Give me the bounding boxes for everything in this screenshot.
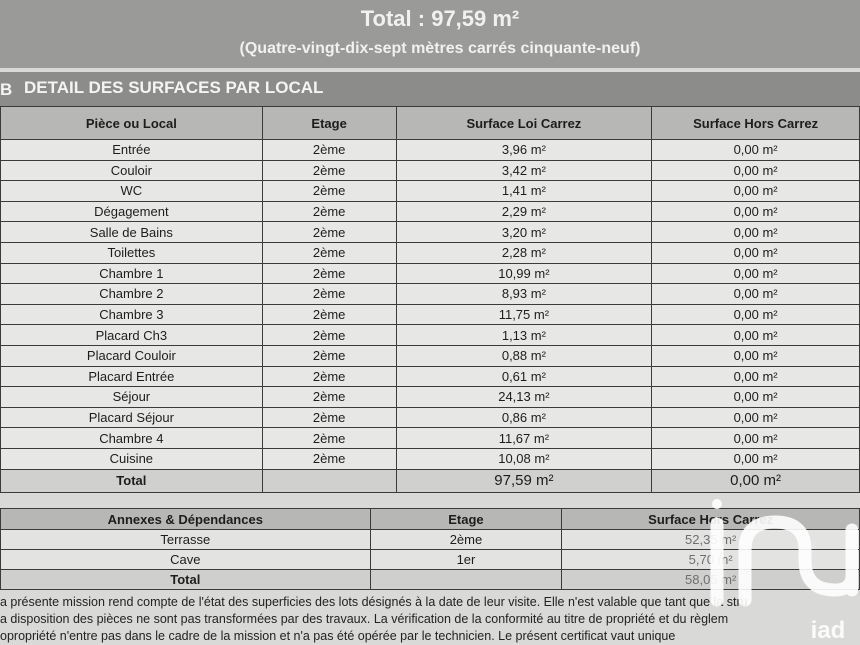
- surface-row: [1, 242, 860, 263]
- room-carrez: 8,93 m²: [396, 284, 652, 305]
- iad-logo-watermark: [700, 490, 858, 642]
- surface-row: [1, 407, 860, 428]
- footer-line-1: a présente mission rend compte de l'état des superficies des lots désignés à la date de leur visite. Elle n'est valable que tant que la stru: [0, 595, 748, 609]
- room-floor: 2ème: [262, 181, 396, 202]
- room-carrez: 1,41 m²: [396, 181, 652, 202]
- annex-hors-carrez: 52,35 m²: [562, 530, 860, 550]
- annexes-total-value: 58,05 m²: [562, 570, 860, 590]
- surface-row: [1, 181, 860, 202]
- logo-text: iad: [810, 617, 846, 642]
- room-floor: 2ème: [262, 428, 396, 449]
- room-name: Chambre 4: [1, 428, 263, 449]
- room-carrez: 24,13 m²: [396, 387, 652, 408]
- room-name: Placard Ch3: [1, 325, 263, 346]
- surfaces-total-row: [1, 469, 860, 492]
- room-carrez: 3,96 m²: [396, 140, 652, 161]
- room-name: Toilettes: [1, 242, 263, 263]
- room-floor: 2ème: [262, 407, 396, 428]
- surface-row: [1, 140, 860, 161]
- room-floor: 2ème: [262, 140, 396, 161]
- section-letter: B: [0, 80, 13, 99]
- surfaces-total-hors-carrez: 0,00 m²: [652, 469, 860, 492]
- col-header-piece: Pièce ou Local: [1, 107, 263, 140]
- room-hors-carrez: 0,00 m²: [652, 407, 860, 428]
- room-name: Couloir: [1, 160, 263, 181]
- surface-row: [1, 201, 860, 222]
- surface-row: [1, 325, 860, 346]
- room-name: Séjour: [1, 387, 263, 408]
- room-floor: 2ème: [262, 448, 396, 469]
- room-carrez: 10,99 m²: [396, 263, 652, 284]
- room-floor: 2ème: [262, 222, 396, 243]
- section-title: DETAIL DES SURFACES PAR LOCAL: [24, 78, 324, 97]
- room-name: Chambre 2: [1, 284, 263, 305]
- surfaces-table: [0, 106, 860, 493]
- room-floor: 2ème: [262, 284, 396, 305]
- surface-row: [1, 387, 860, 408]
- room-carrez: 11,67 m²: [396, 428, 652, 449]
- room-name: Dégagement: [1, 201, 263, 222]
- room-hors-carrez: 0,00 m²: [652, 387, 860, 408]
- surfaces-total-label: Total: [1, 469, 263, 492]
- annex-col-header-name: Annexes & Dépendances: [1, 509, 371, 530]
- room-carrez: 2,28 m²: [396, 242, 652, 263]
- room-carrez: 1,13 m²: [396, 325, 652, 346]
- room-hors-carrez: 0,00 m²: [652, 366, 860, 387]
- room-name: Entrée: [1, 140, 263, 161]
- surfaces-total-etage: [262, 469, 396, 492]
- surface-row: [1, 160, 860, 181]
- room-floor: 2ème: [262, 160, 396, 181]
- total-surface-title: Total : 97,59 m²: [360, 6, 520, 31]
- room-floor: 2ème: [262, 366, 396, 387]
- room-name: Placard Entrée: [1, 366, 263, 387]
- surface-row: [1, 263, 860, 284]
- room-floor: 2ème: [262, 263, 396, 284]
- col-header-hors-carrez: Surface Hors Carrez: [652, 107, 860, 140]
- room-name: Chambre 3: [1, 304, 263, 325]
- surfaces-header-row: [1, 107, 860, 140]
- surfaces-total-carrez: 97,59 m²: [396, 469, 652, 492]
- room-floor: 2ème: [262, 201, 396, 222]
- room-name: Chambre 1: [1, 263, 263, 284]
- footer-line-2: a disposition des pièces ne sont pas transformées par des travaux. La vérification de la conformité au titre de propriété et du règlem: [0, 612, 729, 626]
- room-hors-carrez: 0,00 m²: [652, 201, 860, 222]
- surface-row: [1, 428, 860, 449]
- annex-floor: 1er: [370, 550, 562, 570]
- room-carrez: 10,08 m²: [396, 448, 652, 469]
- room-name: Salle de Bains: [1, 222, 263, 243]
- room-floor: 2ème: [262, 325, 396, 346]
- surface-row: [1, 366, 860, 387]
- room-floor: 2ème: [262, 242, 396, 263]
- annex-floor: 2ème: [370, 530, 562, 550]
- room-name: WC: [1, 181, 263, 202]
- room-name: Placard Couloir: [1, 345, 263, 366]
- surface-row: [1, 345, 860, 366]
- surface-row: [1, 222, 860, 243]
- room-hors-carrez: 0,00 m²: [652, 428, 860, 449]
- room-hors-carrez: 0,00 m²: [652, 284, 860, 305]
- room-hors-carrez: 0,00 m²: [652, 345, 860, 366]
- room-carrez: 3,20 m²: [396, 222, 652, 243]
- room-floor: 2ème: [262, 387, 396, 408]
- annexes-total-label: Total: [1, 570, 371, 590]
- room-hors-carrez: 0,00 m²: [652, 181, 860, 202]
- surface-row: [1, 448, 860, 469]
- surfaces-body: [1, 140, 860, 470]
- room-hors-carrez: 0,00 m²: [652, 304, 860, 325]
- room-name: Cuisine: [1, 448, 263, 469]
- room-floor: 2ème: [262, 304, 396, 325]
- room-hors-carrez: 0,00 m²: [652, 160, 860, 181]
- annex-col-header-etage: Etage: [370, 509, 562, 530]
- col-header-carrez: Surface Loi Carrez: [396, 107, 652, 140]
- room-name: Placard Séjour: [1, 407, 263, 428]
- col-header-etage: Etage: [262, 107, 396, 140]
- footer-line-3: opropriété n'entre pas dans le cadre de la mission et n'a pas été opérée par le technicien. Le présent certificat vaut unique: [0, 629, 676, 643]
- room-carrez: 2,29 m²: [396, 201, 652, 222]
- room-hors-carrez: 0,00 m²: [652, 222, 860, 243]
- room-hors-carrez: 0,00 m²: [652, 263, 860, 284]
- room-hors-carrez: 0,00 m²: [652, 325, 860, 346]
- room-hors-carrez: 0,00 m²: [652, 448, 860, 469]
- room-hors-carrez: 0,00 m²: [652, 242, 860, 263]
- surface-row: [1, 284, 860, 305]
- annex-col-header-hors-carrez: Surface Hors Carrez: [562, 509, 860, 530]
- room-carrez: 0,88 m²: [396, 345, 652, 366]
- annex-name: Cave: [1, 550, 371, 570]
- room-hors-carrez: 0,00 m²: [652, 140, 860, 161]
- room-carrez: 0,61 m²: [396, 366, 652, 387]
- annex-name: Terrasse: [1, 530, 371, 550]
- room-carrez: 0,86 m²: [396, 407, 652, 428]
- room-floor: 2ème: [262, 345, 396, 366]
- annexes-total-etage: [370, 570, 562, 590]
- annex-hors-carrez: 5,70 m²: [562, 550, 860, 570]
- total-surface-words: (Quatre-vingt-dix-sept mètres carrés cinquante-neuf): [239, 40, 641, 57]
- room-carrez: 11,75 m²: [396, 304, 652, 325]
- surface-row: [1, 304, 860, 325]
- room-carrez: 3,42 m²: [396, 160, 652, 181]
